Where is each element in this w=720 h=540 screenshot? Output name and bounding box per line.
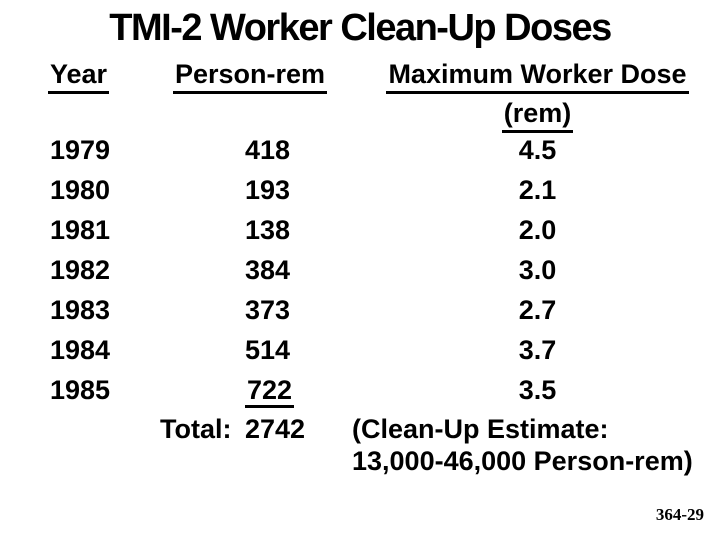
max-dose-value: 4.5 — [518, 135, 557, 165]
column-header-max-dose-label: Maximum Worker Dose — [386, 58, 688, 94]
table-row — [0, 130, 720, 170]
person-rem-value: 138 — [245, 215, 291, 245]
table-row — [0, 210, 720, 250]
year-value: 1984 — [50, 335, 111, 365]
table-body — [0, 130, 720, 410]
cleanup-estimate-note-line2: 13,000-46,000 Person-rem) — [352, 446, 693, 476]
person-rem-value-underlined: 722 — [245, 375, 294, 408]
person-rem-value: 373 — [245, 295, 291, 325]
column-header-max-dose-unit — [385, 97, 690, 133]
max-dose-value: 2.0 — [518, 215, 557, 245]
person-rem-value: 193 — [245, 175, 291, 205]
table-row — [0, 290, 720, 330]
table-row — [0, 370, 720, 410]
person-rem-value — [245, 370, 294, 410]
year-value: 1979 — [50, 135, 111, 165]
max-dose-value: 3.5 — [518, 375, 557, 405]
table-row — [0, 330, 720, 370]
max-dose-value: 3.0 — [518, 255, 557, 285]
column-header-max-dose-unit-label: (rem) — [502, 97, 574, 133]
table-row — [0, 170, 720, 210]
column-header-max-dose — [385, 58, 690, 94]
table-row — [0, 250, 720, 290]
column-header-person-rem — [173, 58, 327, 94]
column-header-year — [48, 58, 109, 94]
max-dose-value: 2.1 — [518, 175, 557, 205]
max-dose-value: 3.7 — [518, 335, 557, 365]
person-rem-value: 384 — [245, 255, 291, 285]
total-label: Total: — [160, 414, 232, 444]
total-value: 2742 — [245, 414, 306, 444]
person-rem-value: 418 — [245, 135, 291, 165]
column-header-year-label: Year — [48, 58, 109, 94]
year-value: 1983 — [50, 295, 111, 325]
cleanup-estimate-note-line1: (Clean-Up Estimate: — [352, 414, 609, 444]
slide-title: TMI-2 Worker Clean-Up Doses — [109, 7, 611, 49]
person-rem-value: 514 — [245, 335, 291, 365]
year-value: 1981 — [50, 215, 111, 245]
year-value: 1982 — [50, 255, 111, 285]
column-header-person-rem-label: Person-rem — [173, 58, 327, 94]
year-value: 1985 — [50, 375, 111, 405]
max-dose-value: 2.7 — [518, 295, 557, 325]
year-value: 1980 — [50, 175, 111, 205]
page-reference: 364-29 — [655, 505, 704, 524]
